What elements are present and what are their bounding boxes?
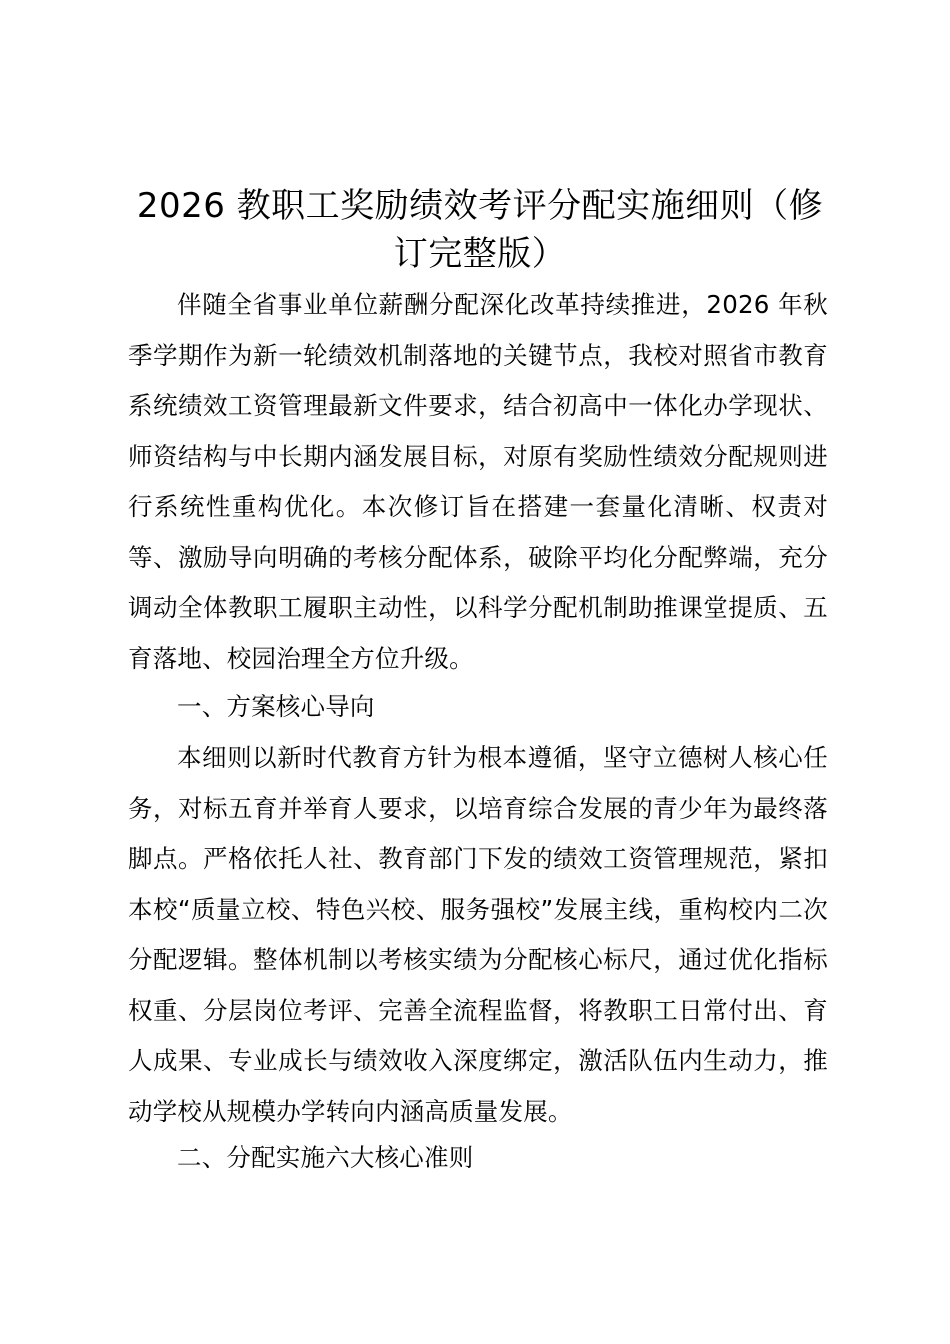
section-heading-1: 一、方案核心导向 — [177, 692, 375, 721]
intro-paragraph: 伴随全省事业单位薪酬分配深化改革持续推进，2026 年秋季学期作为新一轮绩效机制落地的关键节点，我校对照省市教育系统绩效工资管理最新文件要求，结合初高中一体化办学现状、师资结构与中长期内涵发展目标，对原有奖励性绩效分配规则进行系统性重构优化。本次修订旨在搭建一套量化清晰、权责对等、激励导向明确的考核分配体系，破除平均化分配弊端，充分调动全体教职工履职主动性，以科学分配机制助推课堂提质、五育落地、校园治理全方位升级。 — [128, 290, 828, 673]
section-heading-2: 二、分配实施六大核心准则 — [177, 1143, 474, 1172]
document-title: 2026 教职工奖励绩效考评分配实施细则（修订完整版） — [136, 186, 824, 274]
section-paragraph-1: 本细则以新时代教育方针为根本遵循，坚守立德树人核心任务，对标五育并举育人要求，以培育综合发展的青少年为最终落脚点。严格依托人社、教育部门下发的绩效工资管理规范，紧扣本校“质量立校、特色兴校、服务强校”发展主线，重构校内二次分配逻辑。整体机制以考核实绩为分配核心标尺，通过优化指标权重、分层岗位考评、完善全流程监督，将教职工日常付出、育人成果、专业成长与绩效收入深度绑定，激活队伍内生动力，推动学校从规模办学转向内涵高质量发展。 — [128, 743, 828, 1126]
